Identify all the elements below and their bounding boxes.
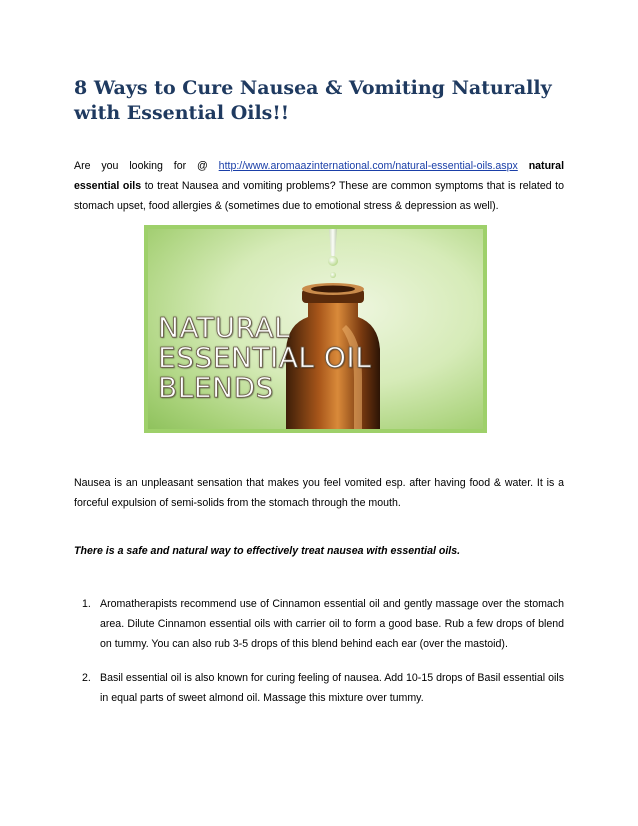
list-item [74, 668, 564, 708]
remedies-list [74, 594, 564, 722]
intro-paragraph [74, 156, 564, 216]
list-number: 1. [82, 598, 91, 610]
image-text-line-3: BLENDS [158, 371, 274, 404]
nausea-description: Nausea is an unpleasant sensation that makes you feel vomited esp. after having food & water. It is a forceful expulsion of semi-solids from the stomach through the mouth. [74, 477, 564, 509]
aromaaz-link[interactable]: http://www.aromaazinternational.com/natural-essential-oils.aspx [218, 160, 518, 172]
image-text-line-1: NATURAL [158, 311, 291, 344]
emphasis-statement: There is a safe and natural way to effectively treat nausea with essential oils. [74, 545, 461, 557]
intro-rest: to treat Nausea and vomiting problems? These are common symptoms that is related to stomach upset, food allergies & (sometimes due to emotional stress & depression as well). [74, 180, 564, 212]
list-item [74, 594, 564, 654]
intro-lead: Are you looking for @ [74, 160, 208, 172]
image-overlay-text [158, 313, 371, 403]
list-item-text: Aromatherapists recommend use of Cinnamon essential oil and gently massage over the stomach area. Dilute Cinnamon essential oils with carrier oil to form a good base. Rub a few drops of blend on tummy. You can also rub 3-5 drops of this blend behind each ear (over the mastoid). [100, 598, 564, 650]
page-title: 8 Ways to Cure Nausea & Vomiting Naturally with Essential Oils!! [74, 77, 552, 124]
intro-bold-term: natural essential oils [74, 160, 565, 192]
essential-oil-image [144, 225, 487, 433]
image-text-line-2: ESSENTIAL OIL [158, 341, 372, 374]
list-item-text: Basil essential oil is also known for curing feeling of nausea. Add 10-15 drops of Basil essential oils in equal parts of sweet almond oil. Massage this mixture over tummy. [100, 672, 564, 704]
list-number: 2. [82, 672, 91, 684]
